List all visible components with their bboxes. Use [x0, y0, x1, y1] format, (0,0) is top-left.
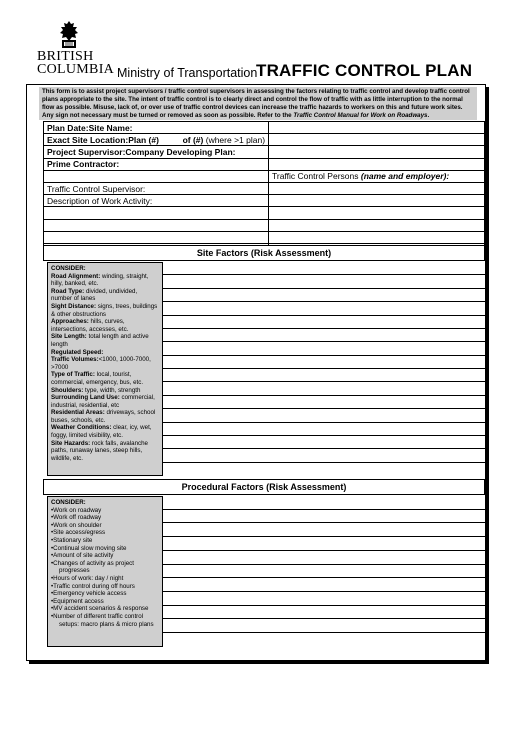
description-line[interactable]	[44, 219, 269, 231]
exact-site-location-field[interactable]: Exact Site Location:Plan (#) of (#) (where >1 plan)	[44, 134, 269, 146]
consider-item: •Number of different traffic control	[51, 612, 144, 620]
writing-line[interactable]	[163, 409, 485, 422]
consider-item: •MV accident scenarios & response	[51, 605, 149, 613]
consider-item: Shoulders: type, width, strength	[51, 386, 141, 394]
consider-item: Surrounding Land Use: commercial, industrial, residential, etc	[51, 394, 155, 409]
writing-line[interactable]	[163, 382, 485, 395]
writing-line[interactable]	[163, 523, 485, 537]
consider-item: Site Length: total length and active length	[51, 333, 149, 348]
traffic-control-persons-value[interactable]	[269, 182, 485, 194]
plan-date-field[interactable]: Plan Date:Site Name:	[44, 122, 269, 134]
project-info-table	[43, 121, 485, 256]
site-factors-consider-box	[47, 262, 163, 476]
consider-item: Residential Areas: driveways, school buses, schools, etc.	[51, 409, 156, 424]
consider-item: Traffic Volumes:<1000, 1000-7000, >7000	[51, 356, 151, 371]
writing-line[interactable]	[163, 578, 485, 592]
writing-line[interactable]	[163, 316, 485, 329]
consider-item: Regulated Speed:	[51, 348, 104, 356]
document-title: TRAFFIC CONTROL PLAN	[256, 61, 473, 80]
consider-label: CONSIDER:	[51, 499, 86, 506]
exact-site-location-value[interactable]	[269, 134, 485, 146]
consider-item: setups: macro plans & micro plans	[59, 620, 154, 628]
consider-item: •Hours of work: day / night	[51, 574, 124, 582]
prime-contractor-field[interactable]: Prime Contractor:	[44, 158, 269, 170]
consider-item: Sight Distance: signs, trees, buildings & other obstructions	[51, 302, 158, 318]
consider-item: Road Alignment: winding, straight, hilly, banked, etc.	[51, 272, 149, 288]
writing-line[interactable]	[163, 463, 485, 476]
project-supervisor-value[interactable]	[269, 146, 485, 158]
writing-line[interactable]	[163, 289, 485, 302]
consider-item: •Stationary site	[51, 536, 93, 544]
consider-item: •Traffic control during off hours	[51, 582, 135, 590]
writing-line[interactable]	[163, 633, 485, 647]
form-frame	[26, 84, 486, 661]
plan-date-value[interactable]	[269, 122, 485, 134]
writing-line[interactable]	[163, 436, 485, 449]
consider-label: CONSIDER:	[51, 265, 86, 272]
prime-contractor-value[interactable]	[269, 158, 485, 170]
writing-line[interactable]	[163, 356, 485, 369]
consider-item: Type of Traffic: local, tourist, commercial, emergency, bus, etc.	[51, 371, 144, 386]
consider-item: •Site access/egress	[51, 529, 106, 537]
traffic-control-supervisor-field[interactable]: Traffic Control Supervisor:	[44, 182, 269, 194]
writing-line[interactable]	[163, 606, 485, 620]
writing-line[interactable]	[163, 619, 485, 633]
bc-logo-text: BRITISH COLUMBIA	[37, 49, 115, 77]
writing-line[interactable]	[163, 369, 485, 382]
traffic-control-persons-value[interactable]	[269, 207, 485, 219]
description-of-work-field[interactable]: Description of Work Activity:	[44, 195, 269, 207]
site-factors-title: Site Factors (Risk Assessment)	[43, 245, 485, 261]
writing-line[interactable]	[163, 342, 485, 355]
writing-line[interactable]	[163, 302, 485, 315]
writing-line[interactable]	[163, 396, 485, 409]
procedural-factors-consider-box	[47, 496, 163, 647]
writing-line[interactable]	[163, 592, 485, 606]
consider-item: progresses	[59, 567, 90, 575]
description-line[interactable]	[44, 231, 269, 243]
writing-line[interactable]	[163, 329, 485, 342]
consider-item: •Work off roadway	[51, 514, 102, 522]
writing-line[interactable]	[163, 262, 485, 275]
writing-line[interactable]	[163, 565, 485, 579]
consider-item: •Work on shoulder	[51, 521, 102, 529]
writing-line[interactable]	[163, 551, 485, 565]
consider-item: •Emergency vehicle access	[51, 590, 127, 598]
consider-item: •Amount of site activity	[51, 552, 114, 560]
writing-line[interactable]	[163, 537, 485, 551]
traffic-control-persons-value[interactable]	[269, 195, 485, 207]
consider-item: Weather Conditions: clear, icy, wet, foggy, limited visibility, etc.	[51, 424, 152, 440]
intro-paragraph: This form is to assist project supervisors / traffic control supervisors in assessing the factors relating to traffic control and develop traffic control plans appropriate to the site. The intent of traffic control is to clearly direct and control the flow of traffic with as little interruption to the normal flow as possible. Misuse, lack of, or over use of traffic control devices can increase the traffic hazards to workers on this and future work sites. Any sign not necessary must be turned or removed as soon as possible. Refer to the Traffic Control Manual for Work on Roadways.	[39, 87, 477, 120]
blank-row[interactable]	[44, 170, 269, 182]
writing-line[interactable]	[163, 449, 485, 462]
consider-item: Road Type: divided, undivided, number of lanes	[51, 287, 138, 303]
consider-item: •Changes of activity as project	[51, 559, 134, 567]
traffic-control-persons-label: Traffic Control Persons (name and employer):	[269, 170, 485, 182]
traffic-control-persons-value[interactable]	[269, 219, 485, 231]
site-factors-writing-lines[interactable]	[163, 262, 485, 476]
writing-line[interactable]	[163, 510, 485, 524]
ministry-name: Ministry of Transportation	[117, 66, 258, 80]
description-line[interactable]	[44, 207, 269, 219]
project-supervisor-field[interactable]: Project Supervisor:Company Developing Plan:	[44, 146, 269, 158]
page-header	[0, 0, 530, 90]
procedural-factors-writing-lines[interactable]	[163, 496, 485, 647]
consider-item: •Equipment access	[51, 597, 104, 605]
intro-reference: Traffic Control Manual for Work on Roadways	[293, 111, 428, 119]
writing-line[interactable]	[163, 496, 485, 510]
consider-item: •Work on roadway	[51, 506, 102, 514]
bc-crest-icon	[56, 20, 82, 50]
procedural-factors-title: Procedural Factors (Risk Assessment)	[43, 479, 485, 495]
writing-line[interactable]	[163, 423, 485, 436]
traffic-control-persons-value[interactable]	[269, 231, 485, 243]
consider-item: Approaches: hills, curves, intersections, accesses, etc.	[51, 318, 129, 333]
writing-line[interactable]	[163, 275, 485, 288]
consider-item: •Continual slow moving site	[51, 544, 127, 552]
consider-item: Site Hazards: rock falls, avalanche paths, runaway lanes, steep hills, wildlife, etc.	[51, 439, 148, 462]
